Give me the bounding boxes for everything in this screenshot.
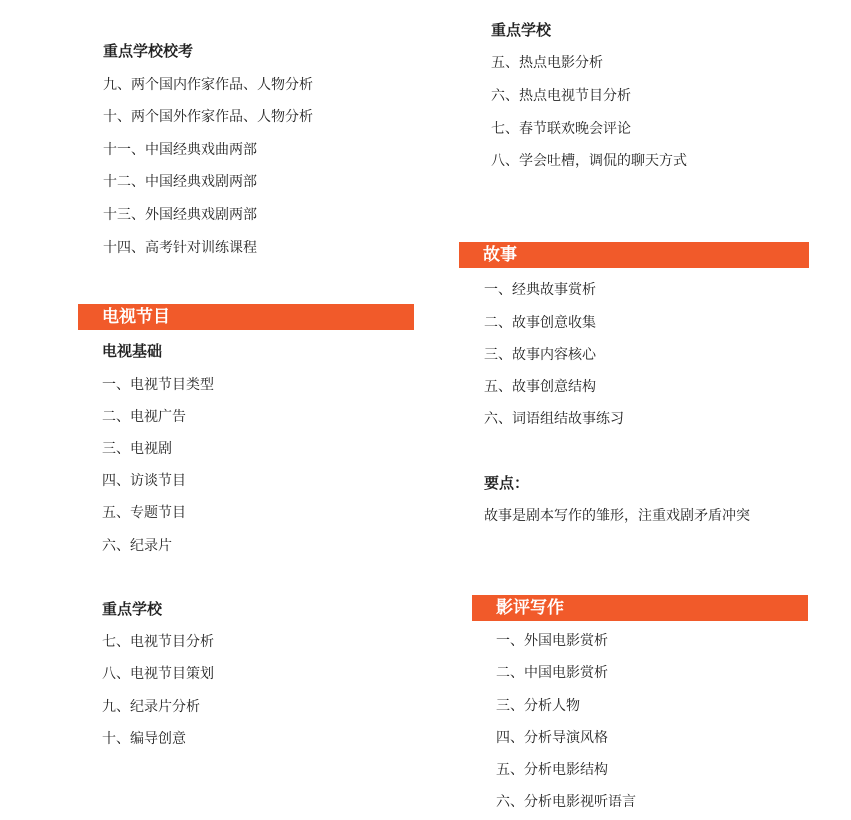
list-item: 一、经典故事赏析: [484, 282, 596, 298]
list-item: 三、分析人物: [496, 698, 580, 714]
list-item: 十、两个国外作家作品、人物分析: [103, 109, 313, 125]
list-item: 八、电视节目策划: [102, 666, 214, 682]
list-item: 六、热点电视节目分析: [491, 88, 631, 104]
film-review-section-title: 影评写作: [472, 595, 808, 621]
list-item: 四、访谈节目: [102, 473, 186, 489]
right-school-heading: 重点学校: [491, 21, 552, 39]
story-section-title: 故事: [459, 242, 809, 268]
list-item: 十二、中国经典戏剧两部: [103, 174, 257, 190]
list-item: 二、电视广告: [102, 409, 186, 425]
tv-section-title: 电视节目: [78, 304, 414, 330]
list-item: 六、分析电影视听语言: [496, 794, 636, 810]
list-item: 八、学会吐槽，调侃的聊天方式: [491, 153, 687, 169]
list-item: 一、电视节目类型: [102, 377, 214, 393]
list-item: 二、中国电影赏析: [496, 665, 608, 681]
list-item: 二、故事创意收集: [484, 315, 596, 331]
list-item: 六、词语组结故事练习: [484, 411, 624, 427]
list-item: 十一、中国经典戏曲两部: [103, 142, 257, 158]
list-item: 七、电视节目分析: [102, 634, 214, 650]
list-item: 一、外国电影赏析: [496, 633, 608, 649]
list-item: 九、两个国内作家作品、人物分析: [103, 77, 313, 93]
list-item: 十四、高考针对训练课程: [103, 240, 257, 256]
list-item: 五、热点电影分析: [491, 55, 603, 71]
list-item: 五、故事创意结构: [484, 379, 596, 395]
story-key-heading: 要点：: [484, 474, 530, 492]
list-item: 九、纪录片分析: [102, 699, 200, 715]
tv-school-heading: 重点学校: [102, 600, 163, 618]
list-item: 五、分析电影结构: [496, 762, 608, 778]
school-exam-heading: 重点学校校考: [103, 42, 194, 60]
list-item: 三、故事内容核心: [484, 347, 596, 363]
list-item: 十三、外国经典戏剧两部: [103, 207, 257, 223]
list-item: 四、分析导演风格: [496, 730, 608, 746]
list-item: 十、编导创意: [102, 731, 186, 747]
list-item: 三、电视剧: [102, 441, 172, 457]
list-item: 五、专题节目: [102, 505, 186, 521]
list-item: 六、纪录片: [102, 538, 172, 554]
tv-basics-heading: 电视基础: [102, 342, 163, 360]
list-item: 七、春节联欢晚会评论: [491, 121, 631, 137]
story-key-text: 故事是剧本写作的雏形，注重戏剧矛盾冲突: [484, 508, 750, 524]
